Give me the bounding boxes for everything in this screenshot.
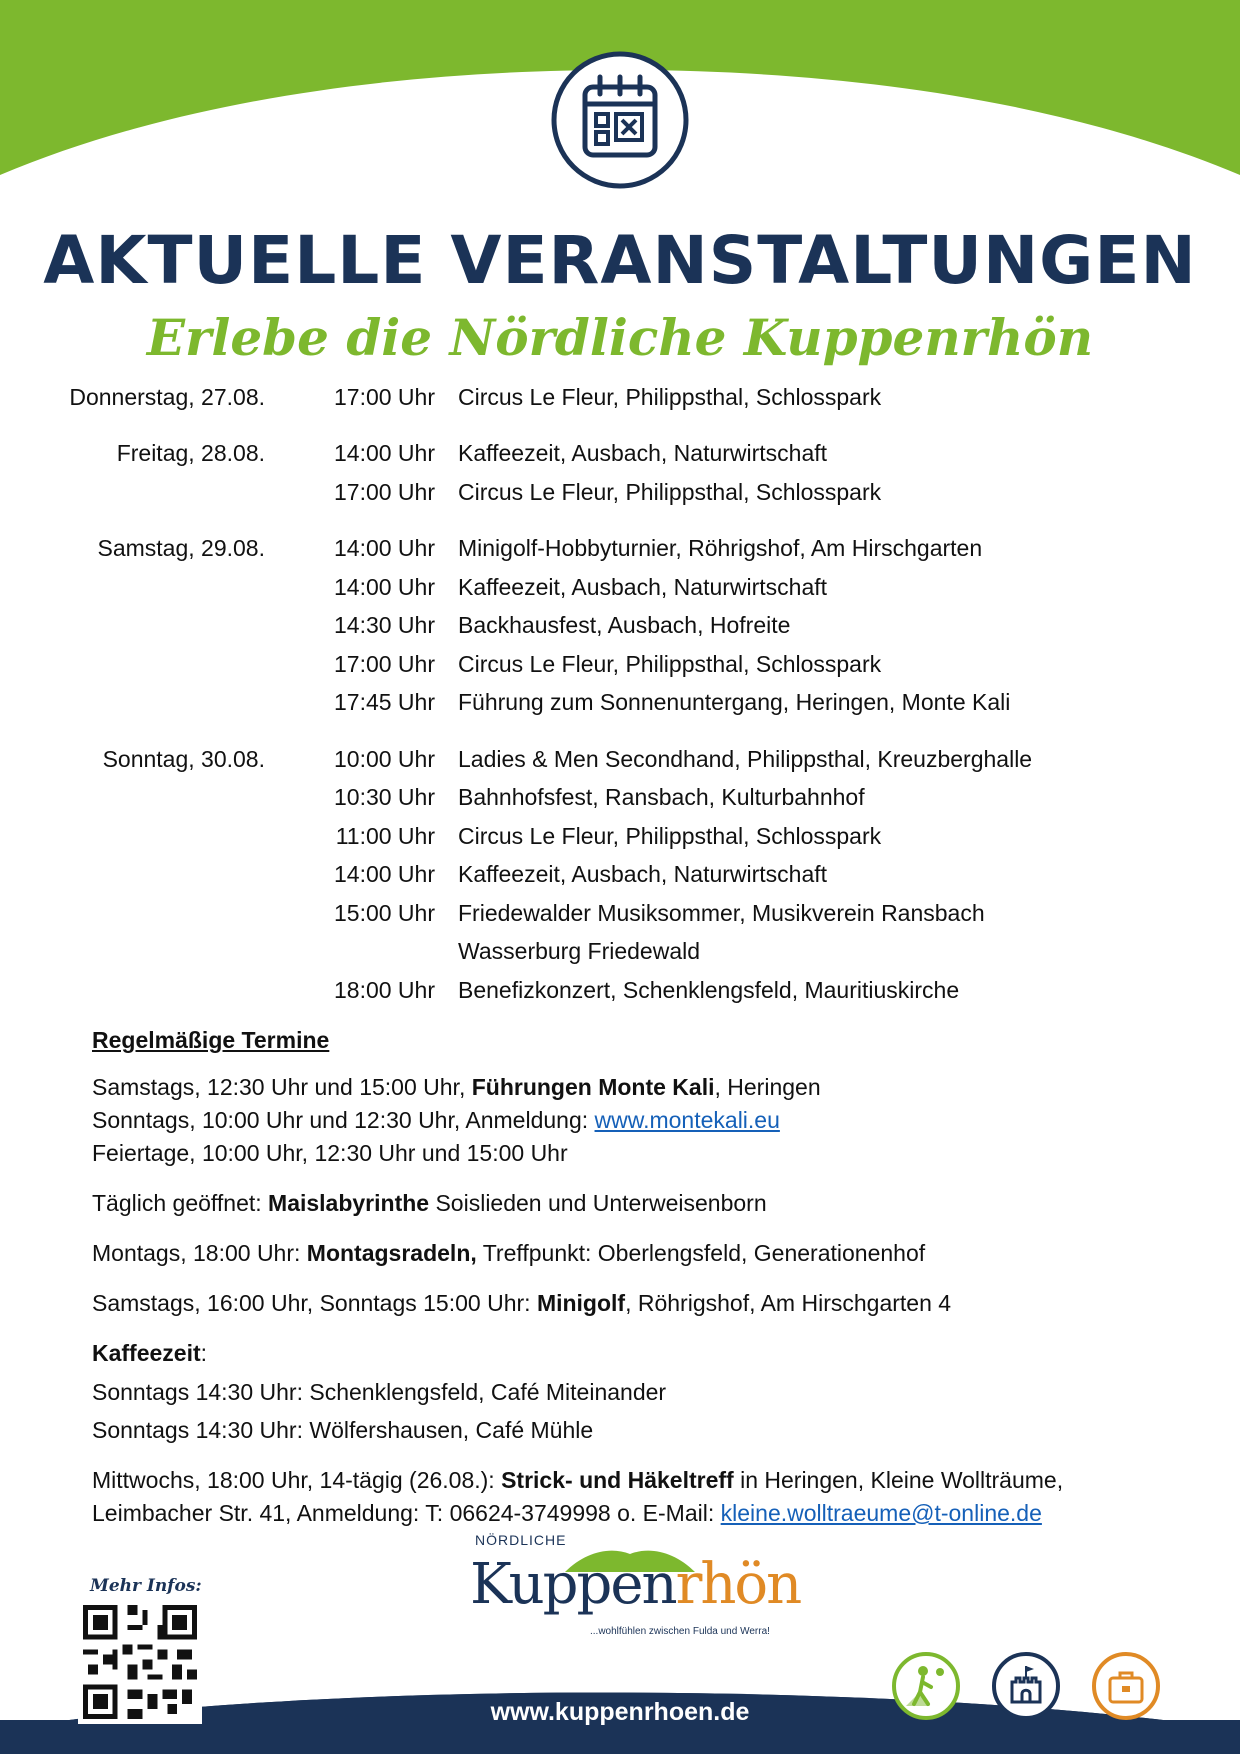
event-time: 14:00 Uhr (333, 440, 435, 467)
text: , Röhrigshof, Am Hirschgarten 4 (625, 1290, 952, 1316)
text: Feiertage, 10:00 Uhr, 12:30 Uhr und 15:00 Uhr (92, 1140, 568, 1166)
logo-part: Kupp (470, 1552, 611, 1617)
event-schedule (0, 378, 1240, 1028)
event-description: Circus Le Fleur, Philippsthal, Schlosspark (458, 478, 882, 505)
event-row (0, 817, 1240, 856)
event-time: 10:30 Uhr (333, 784, 435, 811)
day-group (0, 530, 1240, 723)
text: Sonntags, 10:00 Uhr und 12:30 Uhr, Anmeldung: (92, 1107, 595, 1133)
event-row (0, 684, 1240, 723)
text: Montags, 18:00 Uhr: (92, 1240, 307, 1266)
event-time: 14:30 Uhr (333, 612, 435, 639)
event-description: Führung zum Sonnenuntergang, Heringen, Monte Kali (458, 689, 1011, 716)
event-time: 17:45 Uhr (333, 689, 435, 716)
event-description: Circus Le Fleur, Philippsthal, Schlosspark (458, 822, 882, 849)
event-description: Circus Le Fleur, Philippsthal, Schlosspark (458, 650, 882, 677)
text: : (200, 1340, 208, 1366)
event-row (0, 740, 1240, 779)
event-time: 10:00 Uhr (333, 745, 435, 772)
event-row (0, 378, 1240, 417)
day-label: Donnerstag, 27.08. (69, 383, 265, 410)
logo-small-text: NÖRDLICHE (475, 1532, 567, 1548)
text: Leimbacher Str. 41, Anmeldung: T: 06624-3749998 o. E-Mail: (92, 1500, 721, 1526)
event-time: 17:00 Uhr (333, 650, 435, 677)
email-link[interactable]: kleine.wolltraeume@t-online.de (720, 1500, 1042, 1526)
event-description: Backhausfest, Ausbach, Hofreite (458, 612, 791, 639)
kaffeezeit-block (92, 1337, 1212, 1447)
event-row (0, 933, 1240, 972)
event-time: 14:00 Uhr (333, 861, 435, 888)
logo-part: en (610, 1552, 676, 1617)
event-time: 11:00 Uhr (335, 822, 435, 849)
event-row (0, 971, 1240, 1010)
event-row (0, 607, 1240, 646)
event-time: 17:00 Uhr (333, 478, 435, 505)
event-name: Kaffeezeit (92, 1340, 201, 1366)
day-label: Samstag, 29.08. (97, 535, 265, 562)
event-name: Führungen Monte Kali (471, 1074, 715, 1100)
text: Treffpunkt: Oberlengsfeld, Generationenhof (476, 1240, 926, 1266)
event-row (0, 856, 1240, 895)
text: Samstags, 16:00 Uhr, Sonntags 15:00 Uhr: (92, 1290, 537, 1316)
text: Sonntags 14:30 Uhr: Wölfershausen, Café Mühle (92, 1417, 594, 1443)
event-time: 15:00 Uhr (333, 899, 435, 926)
event-row (0, 894, 1240, 933)
maislabyrinth-block (92, 1187, 1212, 1220)
logo-part: rhön (675, 1552, 801, 1617)
montekali-link[interactable]: www.montekali.eu (594, 1107, 780, 1133)
suitcase-icon (1092, 1652, 1160, 1720)
event-row (0, 779, 1240, 818)
event-row (0, 473, 1240, 512)
event-description: Circus Le Fleur, Philippsthal, Schlosspark (458, 383, 882, 410)
text: Mittwochs, 18:00 Uhr, 14-tägig (26.08.): (92, 1467, 502, 1493)
text: Soislieden und Unterweisenborn (429, 1190, 767, 1216)
text: in Heringen, Kleine Wollträume, (733, 1467, 1064, 1493)
text: Sonntags 14:30 Uhr: Schenklengsfeld, Café Miteinander (92, 1379, 667, 1405)
text: Samstags, 12:30 Uhr und 15:00 Uhr, (92, 1074, 472, 1100)
event-row (0, 530, 1240, 569)
event-description: Wasserburg Friedewald (458, 938, 701, 965)
day-group (0, 740, 1240, 1010)
day-label: Freitag, 28.08. (116, 440, 265, 467)
event-row (0, 435, 1240, 474)
event-description: Minigolf-Hobbyturnier, Röhrigshof, Am Hirschgarten (458, 535, 983, 562)
hiker-icon (892, 1652, 960, 1720)
regular-heading: Regelmäßige Termine (92, 1027, 330, 1053)
text: Täglich geöffnet: (92, 1190, 269, 1216)
event-name: Montagsradeln, (306, 1240, 477, 1266)
more-info-label: Mehr Infos: (90, 1576, 202, 1596)
event-name: Minigolf (536, 1290, 626, 1316)
footer-url[interactable]: www.kuppenrhoen.de (490, 1698, 750, 1726)
page-subtitle: Erlebe die Nördliche Kuppenrhön (146, 308, 1094, 367)
day-label: Sonntag, 30.08. (102, 745, 265, 772)
event-description: Friedewalder Musiksommer, Musikverein Ransbach (458, 899, 985, 926)
event-name: Maislabyrinthe (268, 1190, 430, 1216)
logo-wordmark (470, 1552, 800, 1617)
event-description: Bahnhofsfest, Ransbach, Kulturbahnhof (458, 784, 865, 811)
event-description: Kaffeezeit, Ausbach, Naturwirtschaft (458, 440, 828, 467)
logo-tagline: ...wohlfühlen zwischen Fulda und Werra! (590, 1626, 770, 1637)
event-row (0, 645, 1240, 684)
kuppenrhoen-logo (465, 1532, 801, 1642)
radeln-block (92, 1237, 1212, 1270)
qr-code[interactable] (78, 1600, 202, 1724)
event-time: 17:00 Uhr (333, 383, 435, 410)
event-description: Kaffeezeit, Ausbach, Naturwirtschaft (458, 573, 828, 600)
event-time: 14:00 Uhr (333, 573, 435, 600)
regular-events (92, 1024, 1212, 1547)
event-description: Ladies & Men Secondhand, Philippsthal, Kreuzberghalle (458, 745, 1033, 772)
minigolf-block (92, 1287, 1212, 1320)
text: , Heringen (714, 1074, 821, 1100)
strick-block (92, 1464, 1212, 1530)
event-description: Kaffeezeit, Ausbach, Naturwirtschaft (458, 861, 828, 888)
event-time: 14:00 Uhr (333, 535, 435, 562)
day-group (0, 435, 1240, 512)
event-description: Benefizkonzert, Schenklengsfeld, Mauritiuskirche (458, 976, 960, 1003)
event-row (0, 568, 1240, 607)
castle-icon (992, 1652, 1060, 1720)
montekali-block (92, 1071, 1212, 1170)
page-title: AKTUELLE VERANSTALTUNGEN (43, 222, 1197, 299)
day-group (0, 378, 1240, 417)
event-time: 18:00 Uhr (333, 976, 435, 1003)
calendar-icon (550, 50, 690, 190)
event-name: Strick- und Häkeltreff (501, 1467, 734, 1493)
